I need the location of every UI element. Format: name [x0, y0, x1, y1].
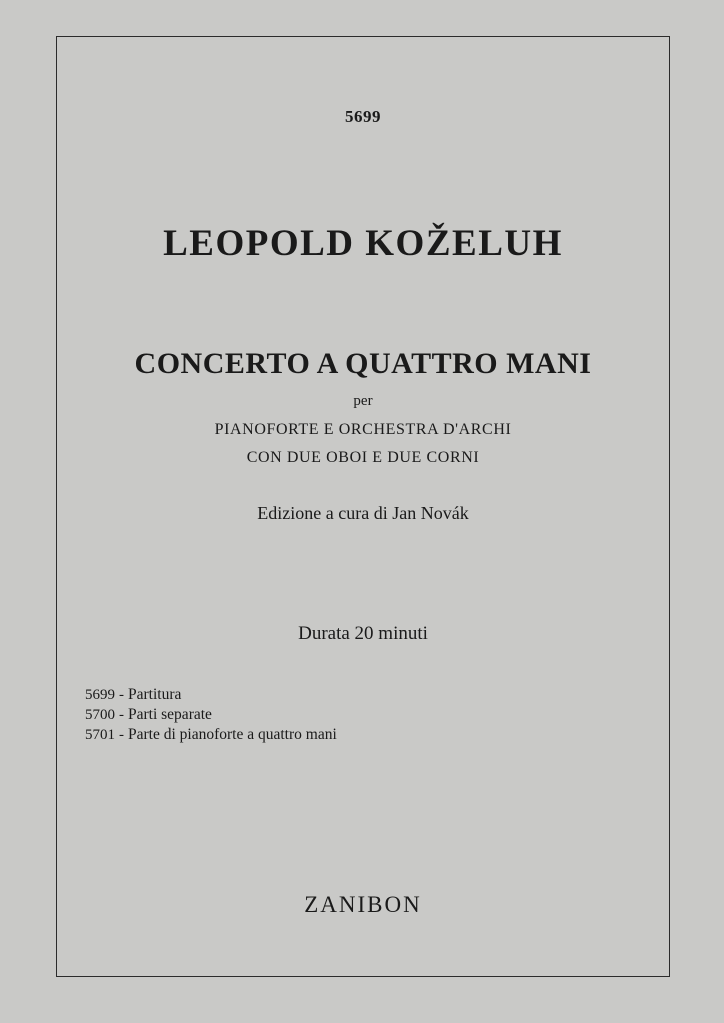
scoring-line-1: PIANOFORTE E ORCHESTRA D'ARCHI	[214, 421, 512, 438]
edition-separator: -	[119, 707, 124, 723]
composer-name: LEOPOLD KOŽELUH	[163, 223, 563, 264]
scoring-line-2: CON DUE OBOI E DUE CORNI	[246, 449, 480, 466]
cover-content	[57, 37, 669, 976]
edition-number: 5701	[85, 727, 115, 743]
editions-list	[85, 685, 337, 745]
edition-label: Partitura	[128, 686, 182, 703]
duration-note: Durata 20 minuti	[298, 623, 428, 644]
edition-separator: -	[119, 727, 124, 743]
catalog-number: 5699	[345, 107, 381, 126]
edition-label: Parte di pianoforte a quattro mani	[128, 726, 337, 743]
page-border-frame	[56, 36, 670, 977]
work-title: CONCERTO A QUATTRO MANI	[134, 347, 592, 380]
edition-number: 5699	[85, 687, 115, 703]
editor-credit: Edizione a cura di Jan Novák	[257, 503, 469, 523]
list-item	[85, 685, 337, 705]
edition-separator: -	[119, 687, 124, 703]
list-item	[85, 725, 337, 745]
edition-number: 5700	[85, 707, 115, 723]
list-item	[85, 705, 337, 725]
publisher-name: ZANIBON	[304, 892, 422, 917]
per-label: per	[353, 393, 373, 409]
edition-label: Parti separate	[128, 706, 212, 723]
